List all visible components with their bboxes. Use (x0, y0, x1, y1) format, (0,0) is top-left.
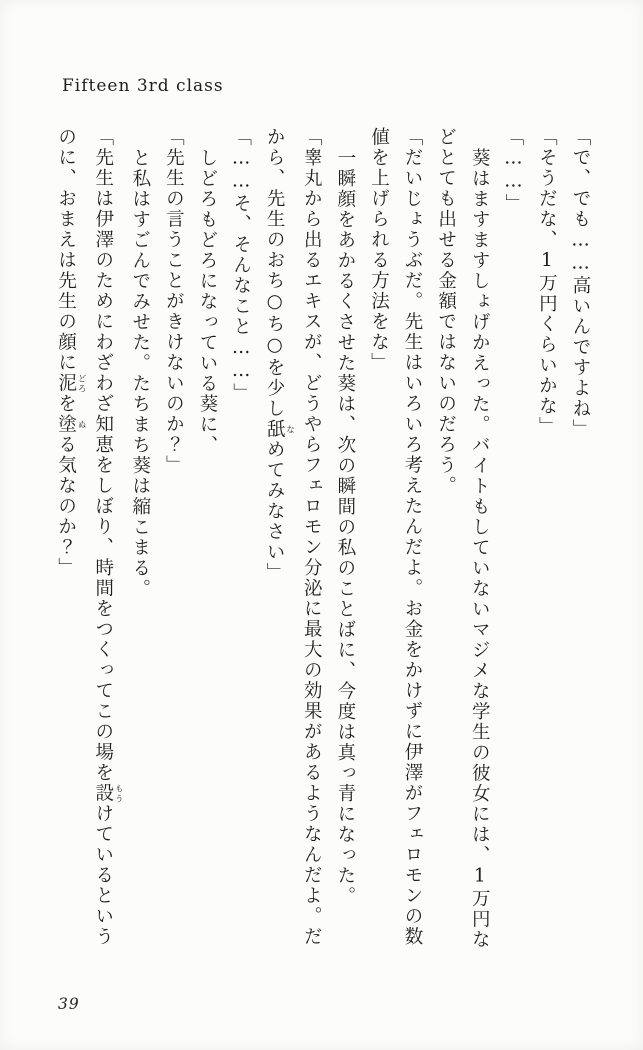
text-line: どとても出せる金額ではないのだろう。 (435, 127, 457, 496)
text-line: のに、おまえは先生の顔に泥 どろを塗 ぬる気なのか？」 (55, 127, 87, 578)
text-line: 葵はますますしょげかえった。バイトもしていないマジメな学生の彼女には、1万円な (469, 147, 491, 950)
text-columns (49, 127, 597, 957)
text-line: 「先生は伊澤のためにわざわざ知恵をしぼり、時間をつくってこの場を設 もうけているという (92, 127, 124, 947)
text-line: から、先生のおち○ち○を少し舐 なめてみなさい」 (264, 127, 295, 583)
ruby-annotated-kanji: 塗 ぬ (55, 414, 87, 435)
page-number: 39 (58, 995, 80, 1013)
text-line: 「睾丸から出るエキスが、どうやらフェロモン分泌に最大の効果があるようなんだよ。だ (301, 127, 323, 947)
text-line: 値を上げられる方法をな」 (368, 127, 390, 373)
text-line: 「先生の言うことがきけないのか？」 (163, 127, 185, 476)
text-line: 「で、でも……高いんですよね」 (570, 127, 591, 440)
ruby-annotated-kanji: 泥 どろ (55, 373, 87, 394)
text-line: 「だいじょうぶだ。先生はいろいろ考えたんだよ。お金をかけずに伊澤がフェロモンの数 (402, 127, 424, 947)
text-line: 「……」 (502, 127, 524, 214)
running-header: Fifteen 3rd class (62, 76, 224, 96)
text-line: 「そうだな、1万円くらいかな」 (536, 127, 558, 437)
ruby-annotated-kanji: 設 もう (92, 783, 124, 804)
text-line: と私はすごんでみせた。たちまち葵は縮こまる。 (129, 147, 151, 599)
text-line: 「……そ、そんなこと……」 (230, 127, 252, 404)
ruby-annotated-kanji: 舐 な (264, 419, 295, 440)
text-line: しどろもどろになっている葵に、 (196, 147, 218, 455)
text-line: 一瞬顔をあかるくさせた葵は、次の瞬間の私のことばに、今度は真っ青になった。 (334, 147, 356, 906)
